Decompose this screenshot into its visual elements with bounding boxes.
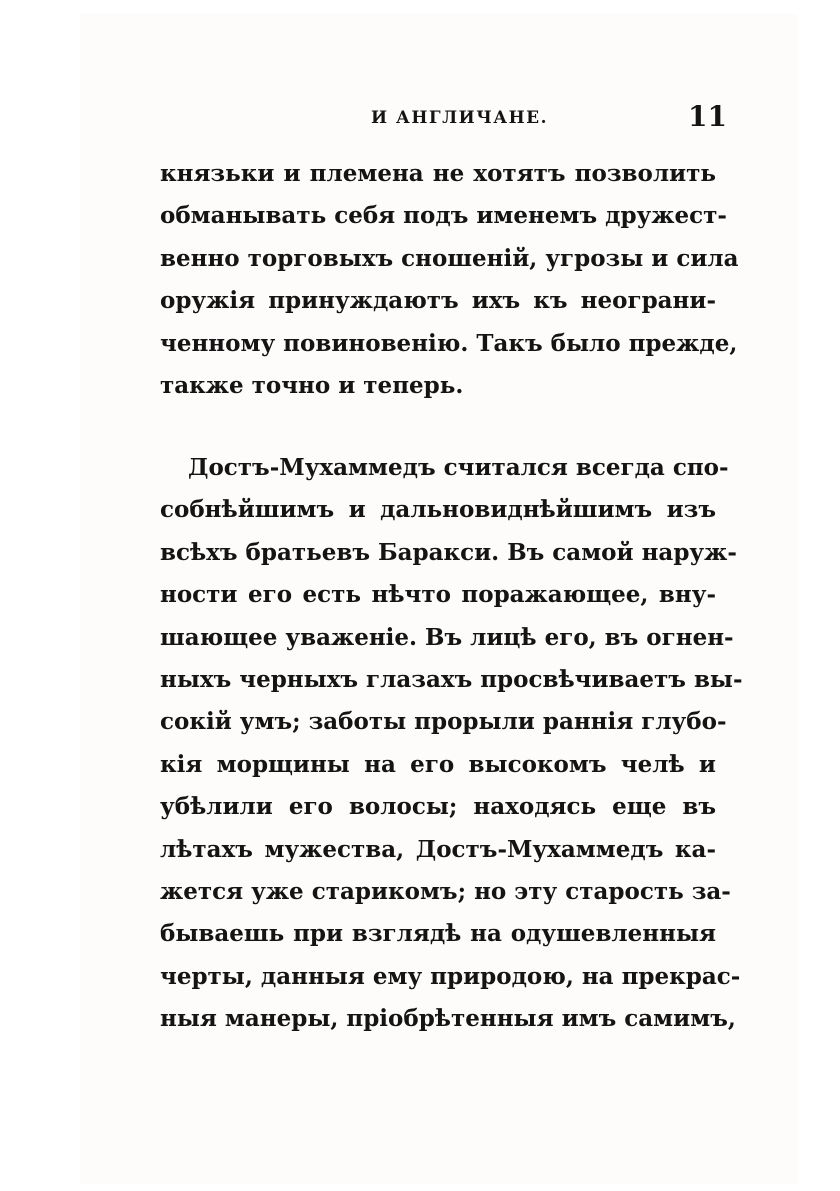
- text-line: собнѣйшимъ и дальновиднѣйшимъ изъ: [160, 496, 716, 524]
- paragraph-1: [160, 153, 739, 407]
- text-line: ныхъ черныхъ глазахъ просвѣчиваетъ вы-: [160, 665, 743, 693]
- page-number: 11: [688, 100, 727, 133]
- running-head: И АНГЛИЧАНЕ.: [371, 108, 549, 128]
- text-line: ности его есть нѣчто поражающее, вну-: [160, 581, 716, 609]
- text-line: черты, данныя ему природою, на прекрас-: [160, 962, 741, 990]
- text-line: оружія принуждаютъ ихъ къ неограни-: [160, 287, 716, 315]
- text-line: сокій умъ; заботы прорыли раннія глубо-: [160, 708, 727, 736]
- text-line: Достъ-Мухаммедъ считался всегда спо-: [188, 454, 729, 481]
- text-line: шающее уваженіе. Въ лицѣ его, въ огнен-: [160, 623, 734, 651]
- text-line: ныя манеры, пріобрѣтенныя имъ самимъ,: [160, 1005, 736, 1033]
- text-line: также точно и теперь.: [160, 371, 464, 399]
- text-line: обманывать себя подъ именемъ дружест-: [160, 202, 727, 230]
- text-line: кія морщины на его высокомъ челѣ и: [160, 750, 716, 778]
- text-line: лѣтахъ мужества, Достъ-Мухаммедъ ка-: [160, 835, 716, 863]
- text-line: бываешь при взглядѣ на одушевленныя: [160, 920, 716, 948]
- text-line: венно торговыхъ сношеній, угрозы и сила: [160, 244, 739, 272]
- text-line: убѣлили его волосы; находясь еще въ: [160, 793, 716, 821]
- text-line: ченному повиновенію. Такъ было прежде,: [160, 329, 738, 357]
- text-line: князьки и племена не хотятъ позволить: [160, 160, 716, 187]
- text-line: всѣхъ братьевъ Баракси. Въ самой наруж-: [160, 538, 737, 566]
- text-line: жется уже старикомъ; но эту старость за-: [160, 877, 731, 905]
- paragraph-2: [160, 447, 743, 1040]
